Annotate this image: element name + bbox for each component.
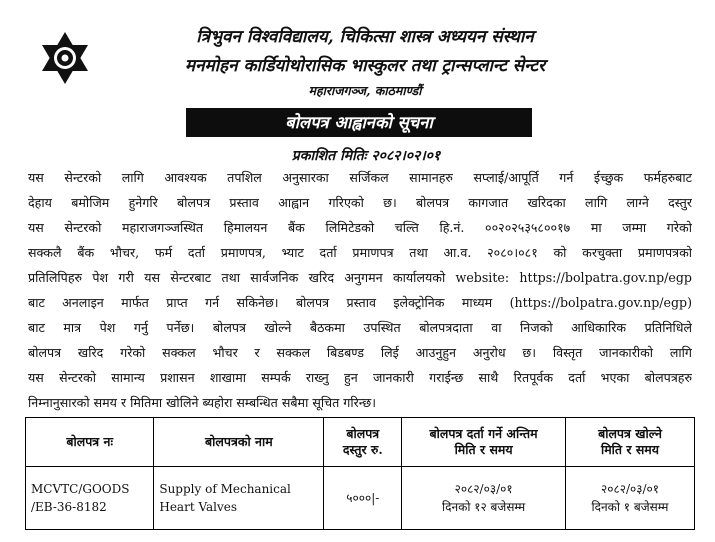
header-opening-line1: बोलपत्र खोल्ने <box>598 426 662 441</box>
body-line: यस सेन्टरको लागि आवश्यक तपशिल अनुसारका सर्जिकल सामानहरु सप्लाई/आपूर्ति गर्न ईच्छुक फर्महरुबाट <box>28 170 692 185</box>
header-opening <box>566 418 695 467</box>
bid-schedule-table <box>25 417 695 530</box>
body-line: यस सेन्टरको महाराजगञ्जस्थित हिमालयन बैंक लिमिटेडको चल्ति हि.नं. ००२०२५३५८००१७ मा जम्मा गरेको <box>28 220 692 235</box>
deadline-time: दिनको १२ बजेसम्म <box>441 500 526 514</box>
opening-time: दिनको १ बजेसम्म <box>591 500 669 514</box>
opening-date: २०८२/०३/०१ <box>600 482 659 496</box>
header-bid-name: बोलपत्रको नाम <box>154 418 324 467</box>
body-line: सक्कलै बैंक भौचर, फर्म दर्ता प्रमाणपत्र, भ्याट दर्ता प्रमाणपत्र तथा आ.व. २०८०।०८१ को करचुक्ता प्रमाणपत्रको <box>28 245 692 260</box>
header-opening-line2: मिति र समय <box>600 442 660 457</box>
cell-bid-no <box>26 467 154 530</box>
center-address: महाराजगञ्ज, काठमाण्डौं <box>308 83 422 98</box>
body-line: बाट मात्र पेश गर्नु पर्नेछ। बोलपत्र खोल्ने बैठकमा उपस्थित बोलपत्रदाता वा निजको आधिकारिक प्रतिनिधिले <box>28 320 692 335</box>
cell-fee: ५०००|- <box>324 467 402 530</box>
cell-bid-name <box>154 467 324 530</box>
header-fee-line1: बोलपत्र <box>346 426 380 441</box>
header-bid-no: बोलपत्र नः <box>26 418 154 467</box>
body-line: निम्नानुसारको समय र मितिमा खोलिने ब्यहोरा सम्बन्धित सबैमा सूचित गरिन्छ। <box>28 395 377 410</box>
notice-body <box>28 165 692 415</box>
header-deadline-line2: मिति र समय <box>454 442 513 457</box>
notice-title-banner: बोलपत्र आह्वानको सूचना <box>186 108 532 137</box>
table-header-row <box>26 418 695 467</box>
header-deadline <box>402 418 566 467</box>
published-date: प्रकाशित मितिः २०८२।०२।०१ <box>291 148 441 164</box>
bid-no-line2: /EB-36-8182 <box>31 500 107 514</box>
body-line: बाट अनलाइन मार्फत प्राप्त गर्न सकिनेछ। बोलपत्र प्रस्ताव इलेक्ट्रोनिक माध्यम (https://bolpatra.gov.np/egp) <box>28 295 692 310</box>
university-star-logo-icon <box>38 31 92 85</box>
center-name: मनमोहन कार्डियोथोरासिक भास्कुलर तथा ट्रान्सप्लान्ट सेन्टर <box>184 56 546 76</box>
header-fee <box>324 418 402 467</box>
header-fee-line2: दस्तुर रु. <box>342 442 383 457</box>
cell-deadline <box>402 467 566 530</box>
institute-name: त्रिभुवन विश्वविद्यालय, चिकित्सा शास्त्र अध्ययन संस्थान <box>196 27 534 47</box>
body-line: प्रतिलिपिहरु पेश गरी यस सेन्टरबाट तथा सार्वजनिक खरिद अनुगमन कार्यालयको website: https://bolpatra.gov.np/egp <box>28 270 692 285</box>
bid-no-line1: MCVTC/GOODS <box>31 482 130 496</box>
body-line: देहाय बमोजिम हुनेगरि बोलपत्र प्रस्ताव आह्वान गरिएको छ। बोलपत्र कागजात खरिदका लागि लाग्ने दस्तुर <box>28 195 692 210</box>
body-line: बोलपत्र खरिद गरेको सक्कल भौचर र सक्कल बिडबण्ड लिई आउनुहुन अनुरोध छ। विस्तृत जानकारीको लागि <box>28 345 692 360</box>
body-line: यस सेन्टरको सामान्य प्रशासन शाखामा सम्पर्क राख्नु हुन जानकारी गराईन्छ साथै रितपूर्वक दर्ता भएका बोलपत्रहरु <box>28 370 692 385</box>
table-row <box>26 467 695 530</box>
deadline-date: २०८२/०३/०१ <box>454 482 513 496</box>
bid-name-line1: Supply of Mechanical <box>159 482 291 496</box>
cell-opening <box>566 467 695 530</box>
header-deadline-line1: बोलपत्र दर्ता गर्ने अन्तिम <box>429 426 538 441</box>
bid-name-line2: Heart Valves <box>159 500 238 514</box>
